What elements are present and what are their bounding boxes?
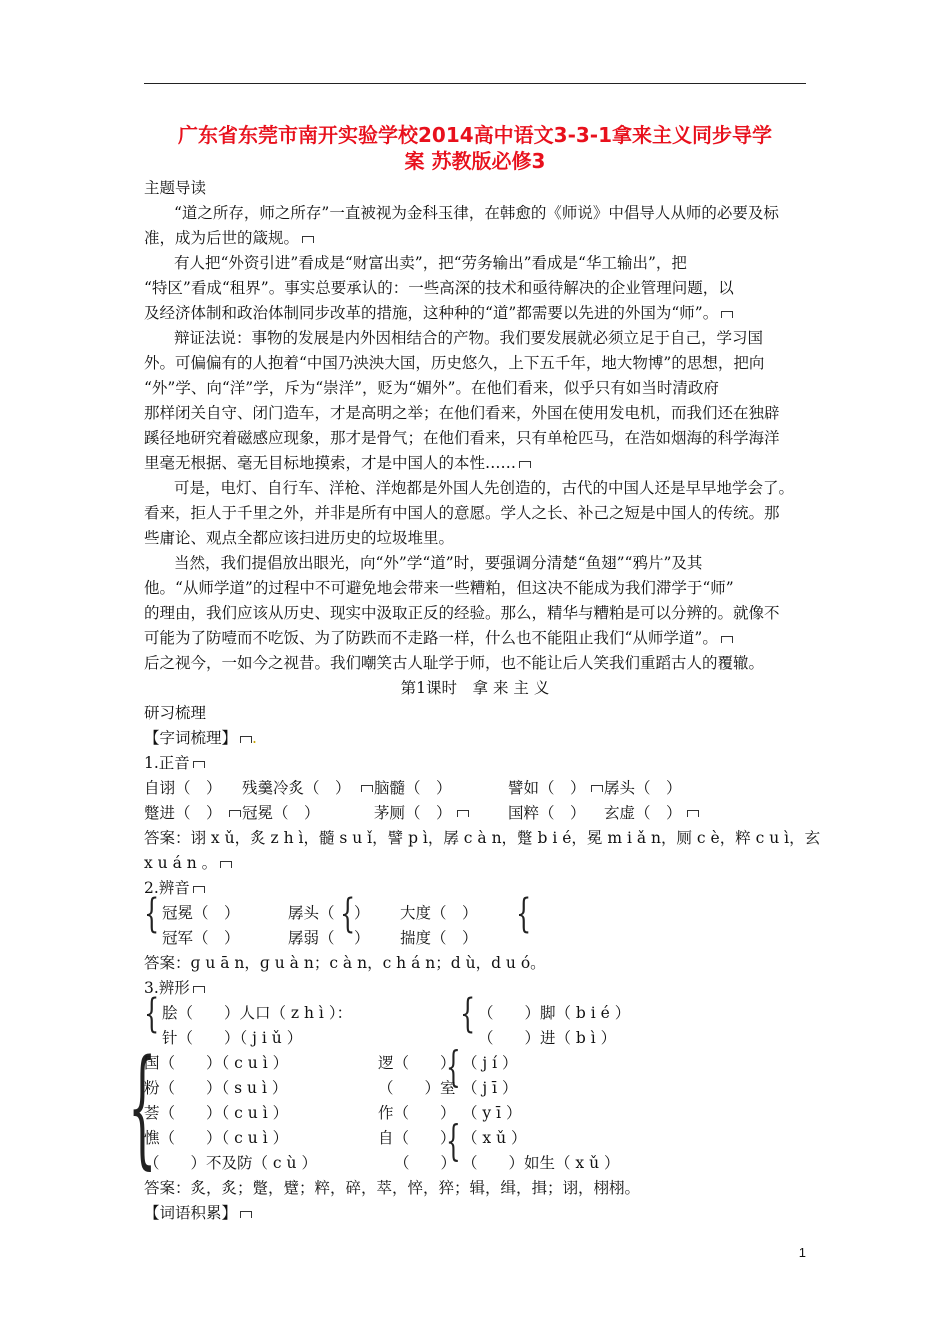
paragraph-line: 蹊径地研究着磁感应现象，那才是骨气；在他们看来，只有单枪匹马，在浩如烟海的科学海洋 xyxy=(144,429,780,447)
exercise-cell: （ ）室 xyxy=(378,1079,456,1097)
exercise-cell: （ x ǔ ） xyxy=(462,1129,527,1147)
paragraph-mark-icon xyxy=(519,461,531,468)
exercise-cell: 孱弱（ xyxy=(288,929,335,947)
paragraph-line: 些庸论、观点全都应该扫进历史的垃圾堆里。 xyxy=(144,529,455,547)
exercise-cell: ） xyxy=(354,929,370,947)
exercise-cell: 自诩（ ） xyxy=(144,779,222,797)
exercise-cell: （ ）如生（ x ǔ ） xyxy=(462,1154,620,1172)
exercise-cell: 冠冕（ ） xyxy=(242,804,320,822)
paragraph-mark-icon xyxy=(193,886,205,893)
exercise-cell: 脑髓（ ） xyxy=(374,779,452,797)
exercise-cell: 残羹冷炙（ ） xyxy=(242,779,351,797)
paragraph-line: 辩证法说：事物的发展是内外因相结合的产物。我们要发展就必须立足于自己，学习国 xyxy=(174,329,764,347)
paragraph-mark-icon xyxy=(721,311,733,318)
brace-icon: { xyxy=(460,991,476,1037)
exercise-cell: 孱头（ xyxy=(288,904,335,922)
page-number: 1 xyxy=(798,1245,806,1260)
exercise-cell: 冠军（ ） xyxy=(162,929,240,947)
paragraph-line: 那样闭关自守、闭门造车，才是高明之举；在他们看来，外国在使用发电机，而我们还在独辟 xyxy=(144,404,780,422)
brace-icon: { xyxy=(144,991,160,1037)
title-line-2: 案 苏教版必修3 xyxy=(404,149,546,173)
paragraph-line: “外”学、向“洋”学，斥为“崇洋”，贬为“媚外”。在他们看来，似乎只有如当时清政府 xyxy=(144,379,719,397)
exercise-cell: （ y ī ） xyxy=(462,1104,522,1122)
exercise-cell: 茅厕（ ） xyxy=(374,804,452,822)
item-heading: 3.辨形 xyxy=(144,976,806,1000)
exercise-cell: 大度（ ） xyxy=(400,904,478,922)
paragraph-mark-icon xyxy=(240,736,252,743)
exercise-cell: 孱头（ ） xyxy=(604,779,682,797)
brace-icon: { xyxy=(446,1116,461,1165)
brace-icon: { xyxy=(340,891,356,937)
brace-icon: { xyxy=(516,891,532,937)
paragraph-mark-icon xyxy=(193,761,205,768)
paragraph-mark-icon xyxy=(302,236,314,243)
paragraph-line: 准，成为后世的箴规。 xyxy=(144,226,806,250)
header-rule xyxy=(144,83,806,84)
answer-line: 答案：炙，炙；蹩，躄；粹，碎，萃，悴，猝；辑，缉，揖；诩，栩栩。 xyxy=(144,1179,641,1197)
paragraph-mark-icon xyxy=(457,810,469,817)
paragraph-line: 可能为了防噎而不吃饭、为了防跌而不走路一样，什么也不能阻止我们“从师学道”。 xyxy=(144,626,806,650)
title-line-1: 广东省东莞市南开实验学校2014高中语文3-3-1拿来主义同步导学 xyxy=(177,123,772,147)
paragraph-line: 当然，我们提倡放出眼光，向“外”学“道”时，要强调分清楚“鱼翅”“鸦片”及其 xyxy=(174,554,703,572)
paragraph-mark-icon xyxy=(240,1211,252,1218)
exercise-cell: （ j í ） xyxy=(462,1054,518,1072)
answer-line: 答案：诩 x ǔ，炙 z h ì，髓 s u ǐ，譬 p ì，孱 c à n，蹩 b i é，冕 m i ǎ n，厕 c è，粹 c u ì，玄 xyxy=(144,829,821,847)
paragraph-line: 可是，电灯、自行车、洋枪、洋炮都是外国人先创造的，古代的中国人还是早早地学会了。 xyxy=(174,479,795,497)
exercise-cell: ） xyxy=(354,904,370,922)
paragraph-mark-icon xyxy=(721,636,733,643)
exercise-cell: （ ）不及防（ c ù ） xyxy=(144,1154,317,1172)
brace-icon: { xyxy=(446,1042,461,1091)
marker-dot-icon: . xyxy=(252,729,257,747)
paragraph-line: 外。可偏偏有的人抱着“中国乃泱泱大国，历史悠久，上下五千年，地大物博”的思想，把向 xyxy=(144,354,765,372)
paragraph-mark-icon xyxy=(687,810,699,817)
paragraph-line: “道之所存，师之所存”一直被视为金科玉律，在韩愈的《师说》中倡导人从师的必要及标 xyxy=(174,204,779,222)
exercise-cell: （ j ī ） xyxy=(462,1079,518,1097)
exercise-cell: （ ）进（ b ì ） xyxy=(478,1029,617,1047)
exercise-cell: 作（ ） xyxy=(378,1104,456,1122)
exercise-cell: 逻（ ） xyxy=(378,1054,456,1072)
item-heading: 1.正音 xyxy=(144,751,806,775)
paragraph-line: 后之视今，一如今之视昔。我们嘲笑古人耻学于师，也不能让后人笑我们重蹈古人的覆辙。 xyxy=(144,654,765,672)
exercise-cell: 国粹（ ） xyxy=(508,804,586,822)
item-heading: 2.辨音 xyxy=(144,876,806,900)
paragraph-line: 里毫无根据、毫无目标地摸索，才是中国人的本性…… xyxy=(144,451,806,475)
subheading-vocabulary: 【词语积累】 xyxy=(144,1201,806,1225)
brace-icon: { xyxy=(128,1033,157,1182)
paragraph-line: “特区”看成“租界”。事实总要承认的：一些高深的技术和亟待解决的企业管理问题，以 xyxy=(144,279,734,297)
paragraph-line: 他。“从师学道”的过程中不可避免地会带来一些糟粕，但这决不能成为我们滞学于“师” xyxy=(144,579,734,597)
paragraph-mark-icon xyxy=(361,785,373,792)
paragraph-line: 的理由，我们应该从历史、现实中汲取正反的经验。那么，精华与糟粕是可以分辨的。就像不 xyxy=(144,604,780,622)
exercise-cell: 譬如（ ） xyxy=(508,779,586,797)
exercise-cell: 玄虚（ ） xyxy=(604,804,682,822)
paragraph-mark-icon xyxy=(193,986,205,993)
section-heading-intro: 主题导读 xyxy=(144,179,207,197)
section-heading-study: 研习梳理 xyxy=(144,704,207,722)
lesson-title: 第1课时 拿 来 主 义 xyxy=(400,679,550,697)
paragraph-mark-icon xyxy=(591,785,603,792)
paragraph-mark-icon xyxy=(220,861,232,868)
document-title xyxy=(144,122,806,174)
exercise-cell: 揣度（ ） xyxy=(400,929,478,947)
exercise-cell: 粉（ ）（ s u ì ） xyxy=(144,1079,288,1097)
exercise-cell: 脍（ ）人口（ z h ì ）： xyxy=(162,1004,353,1022)
exercise-cell: 憔（ ）（ c u ì ） xyxy=(144,1129,289,1147)
exercise-cell: 荟（ ）（ c u ì ） xyxy=(144,1104,289,1122)
answer-line: 答案：ɡ u ā n，ɡ u à n；c à n，c h á n；d ù，d u ó。 xyxy=(144,954,546,972)
exercise-cell: 针（ ）（ j i ǔ ） xyxy=(162,1029,303,1047)
exercise-cell: 蹩进（ ） xyxy=(144,804,222,822)
exercise-cell: 国（ ）（ c u ì ） xyxy=(144,1054,289,1072)
answer-line: x u á n 。 xyxy=(144,851,806,875)
paragraph-mark-icon xyxy=(229,810,241,817)
subheading-words: 【字词梳理】 . xyxy=(144,729,257,747)
paragraph-line: 看来，拒人于千里之外，并非是所有中国人的意愿。学人之长、补己之短是中国人的传统。那 xyxy=(144,504,780,522)
exercise-cell: 冠冕（ ） xyxy=(162,904,240,922)
paragraph-line: 及经济体制和政治体制同步改革的措施，这种种的“道”都需要以先进的外国为“师”。 xyxy=(144,301,806,325)
exercise-cell: （ ） xyxy=(394,1154,457,1172)
exercise-cell: （ ）脚（ b i é ） xyxy=(478,1004,631,1022)
exercise-cell: 自（ ） xyxy=(378,1129,456,1147)
paragraph-line: 有人把“外资引进”看成是“财富出卖”，把“劳务输出”看成是“华工输出”，把 xyxy=(174,254,687,272)
brace-icon: { xyxy=(144,891,160,937)
